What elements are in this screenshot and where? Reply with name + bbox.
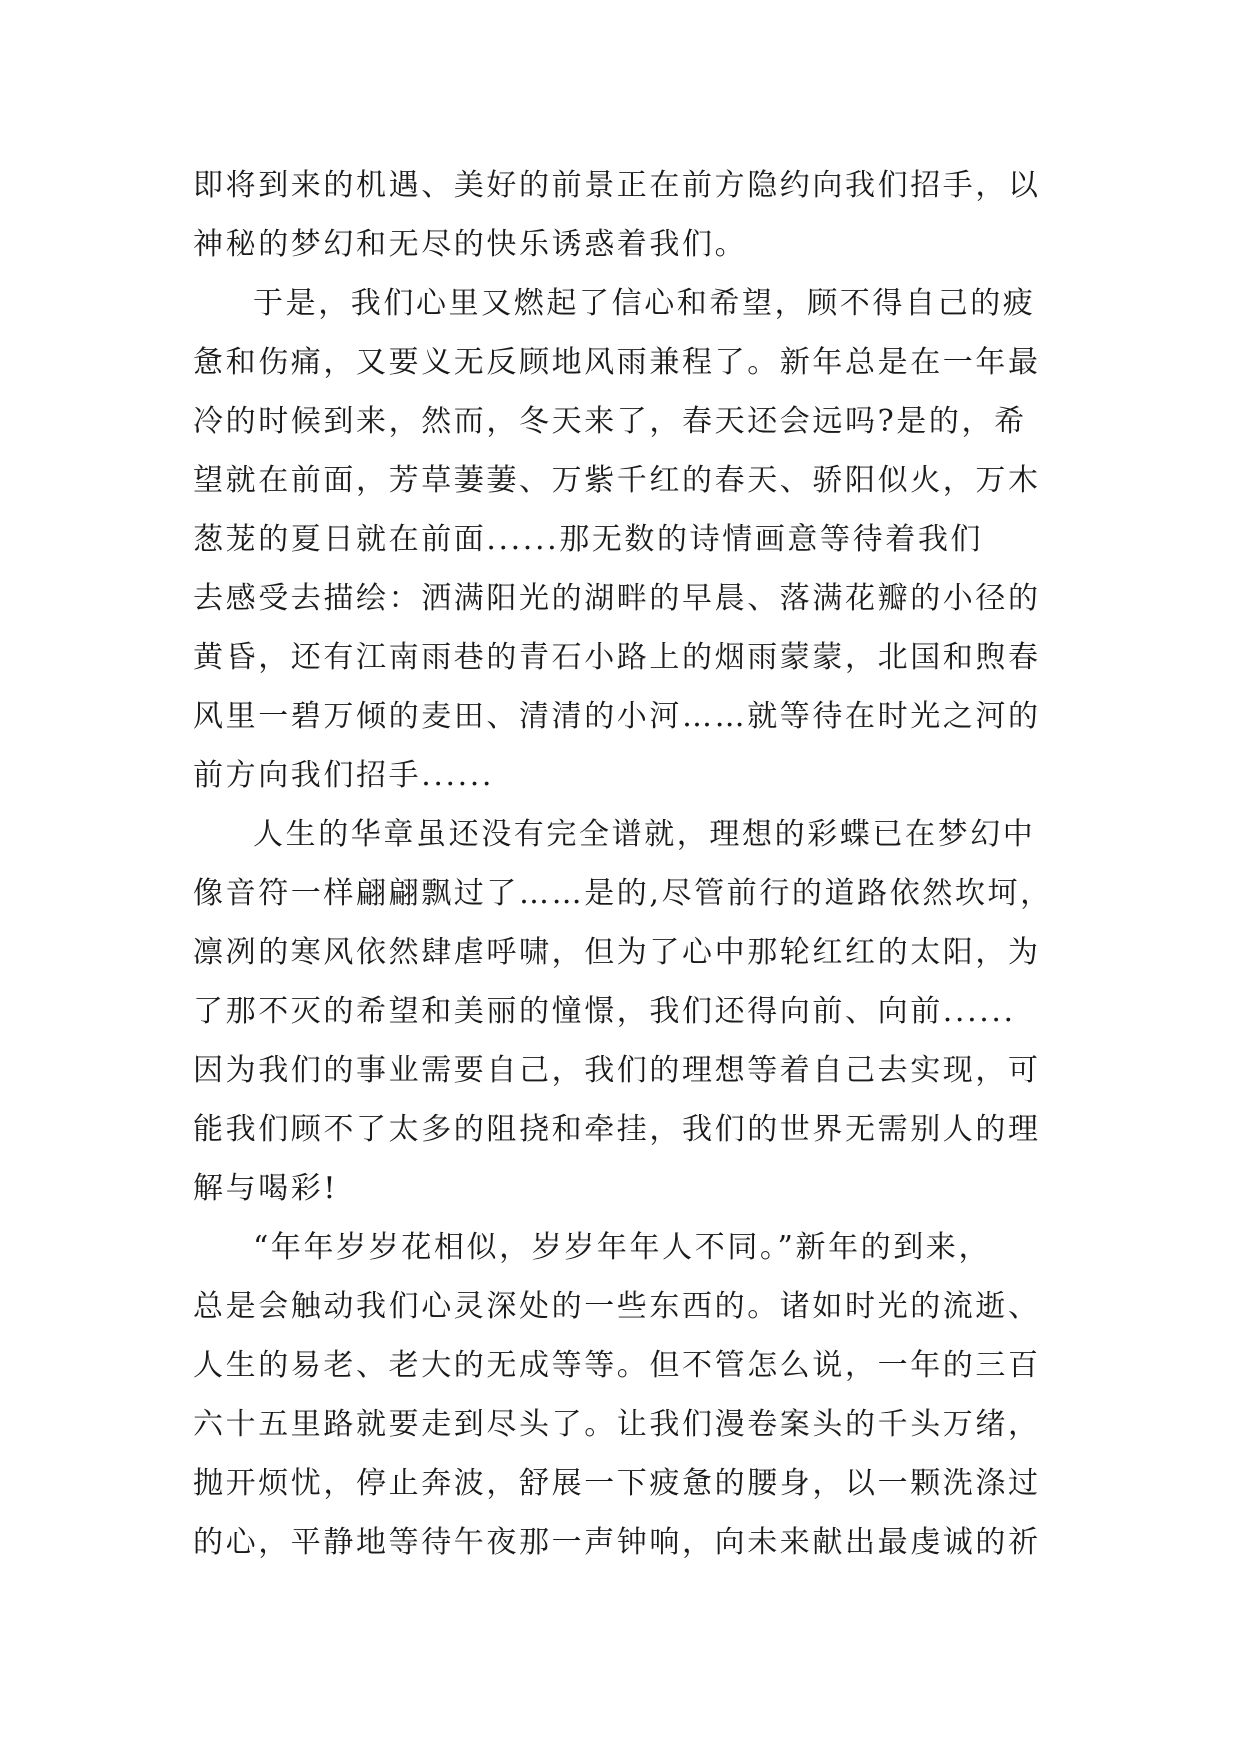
text-line: 去感受去描绘：洒满阳光的湖畔的早晨、落满花瓣的小径的: [193, 581, 1041, 616]
text-line: 惫和伤痛，又要义无反顾地风雨兼程了。新年总是在一年最: [193, 345, 1041, 380]
text-line: 望就在前面，芳草萋萋、万紫千红的春天、骄阳似火，万木: [193, 463, 1041, 498]
text-line: 解与喝彩!: [193, 1171, 339, 1206]
text-line: 即将到来的机遇、美好的前景正在前方隐约向我们招手，以: [193, 168, 1041, 203]
text-line: 葱茏的夏日就在前面......那无数的诗情画意等待着我们: [193, 522, 984, 557]
text-line: 六十五里路就要走到尽头了。让我们漫卷案头的千头万绪，: [193, 1407, 1041, 1442]
text-line: 了那不灭的希望和美丽的憧憬，我们还得向前、向前......: [193, 994, 1016, 1029]
text-line: 人生的易老、老大的无成等等。但不管怎么说，一年的三百: [193, 1348, 1041, 1383]
text-line: 抛开烦忧，停止奔波，舒展一下疲惫的腰身，以一颗洗涤过: [193, 1466, 1041, 1501]
text-line: 前方向我们招手......: [193, 758, 495, 793]
text-line: 总是会触动我们心灵深处的一些东西的。诸如时光的流逝、: [193, 1289, 1041, 1324]
text-line: 神秘的梦幻和无尽的快乐诱惑着我们。: [193, 227, 748, 262]
text-line: 像音符一样翩翩飘过了……是的,尽管前行的道路依然坎坷，: [193, 876, 1053, 911]
body-text: [193, 156, 1063, 1572]
text-line: 冷的时候到来，然而，冬天来了，春天还会远吗?是的，希: [193, 404, 1027, 439]
paragraph-start-line: 人生的华章虽还没有完全谱就，理想的彩蝶已在梦幻中: [253, 817, 1036, 852]
text-line: 的心，平静地等待午夜那一声钟响，向未来献出最虔诚的祈: [193, 1525, 1041, 1560]
text-line: 黄昏，还有江南雨巷的青石小路上的烟雨蒙蒙，北国和煦春: [193, 640, 1041, 675]
paragraph-start-line: 于是，我们心里又燃起了信心和希望，顾不得自己的疲: [253, 286, 1036, 321]
text-line: 风里一碧万倾的麦田、清清的小河……就等待在时光之河的: [193, 699, 1041, 734]
text-line: 凛冽的寒风依然肆虐呼啸，但为了心中那轮红红的太阳，为: [193, 935, 1041, 970]
text-line: 能我们顾不了太多的阻挠和牵挂，我们的世界无需别人的理: [193, 1112, 1041, 1147]
text-line: 因为我们的事业需要自己，我们的理想等着自己去实现，可: [193, 1053, 1041, 1088]
paragraph-start-line: “年年岁岁花相似，岁岁年年人不同。”新年的到来，: [253, 1230, 992, 1265]
